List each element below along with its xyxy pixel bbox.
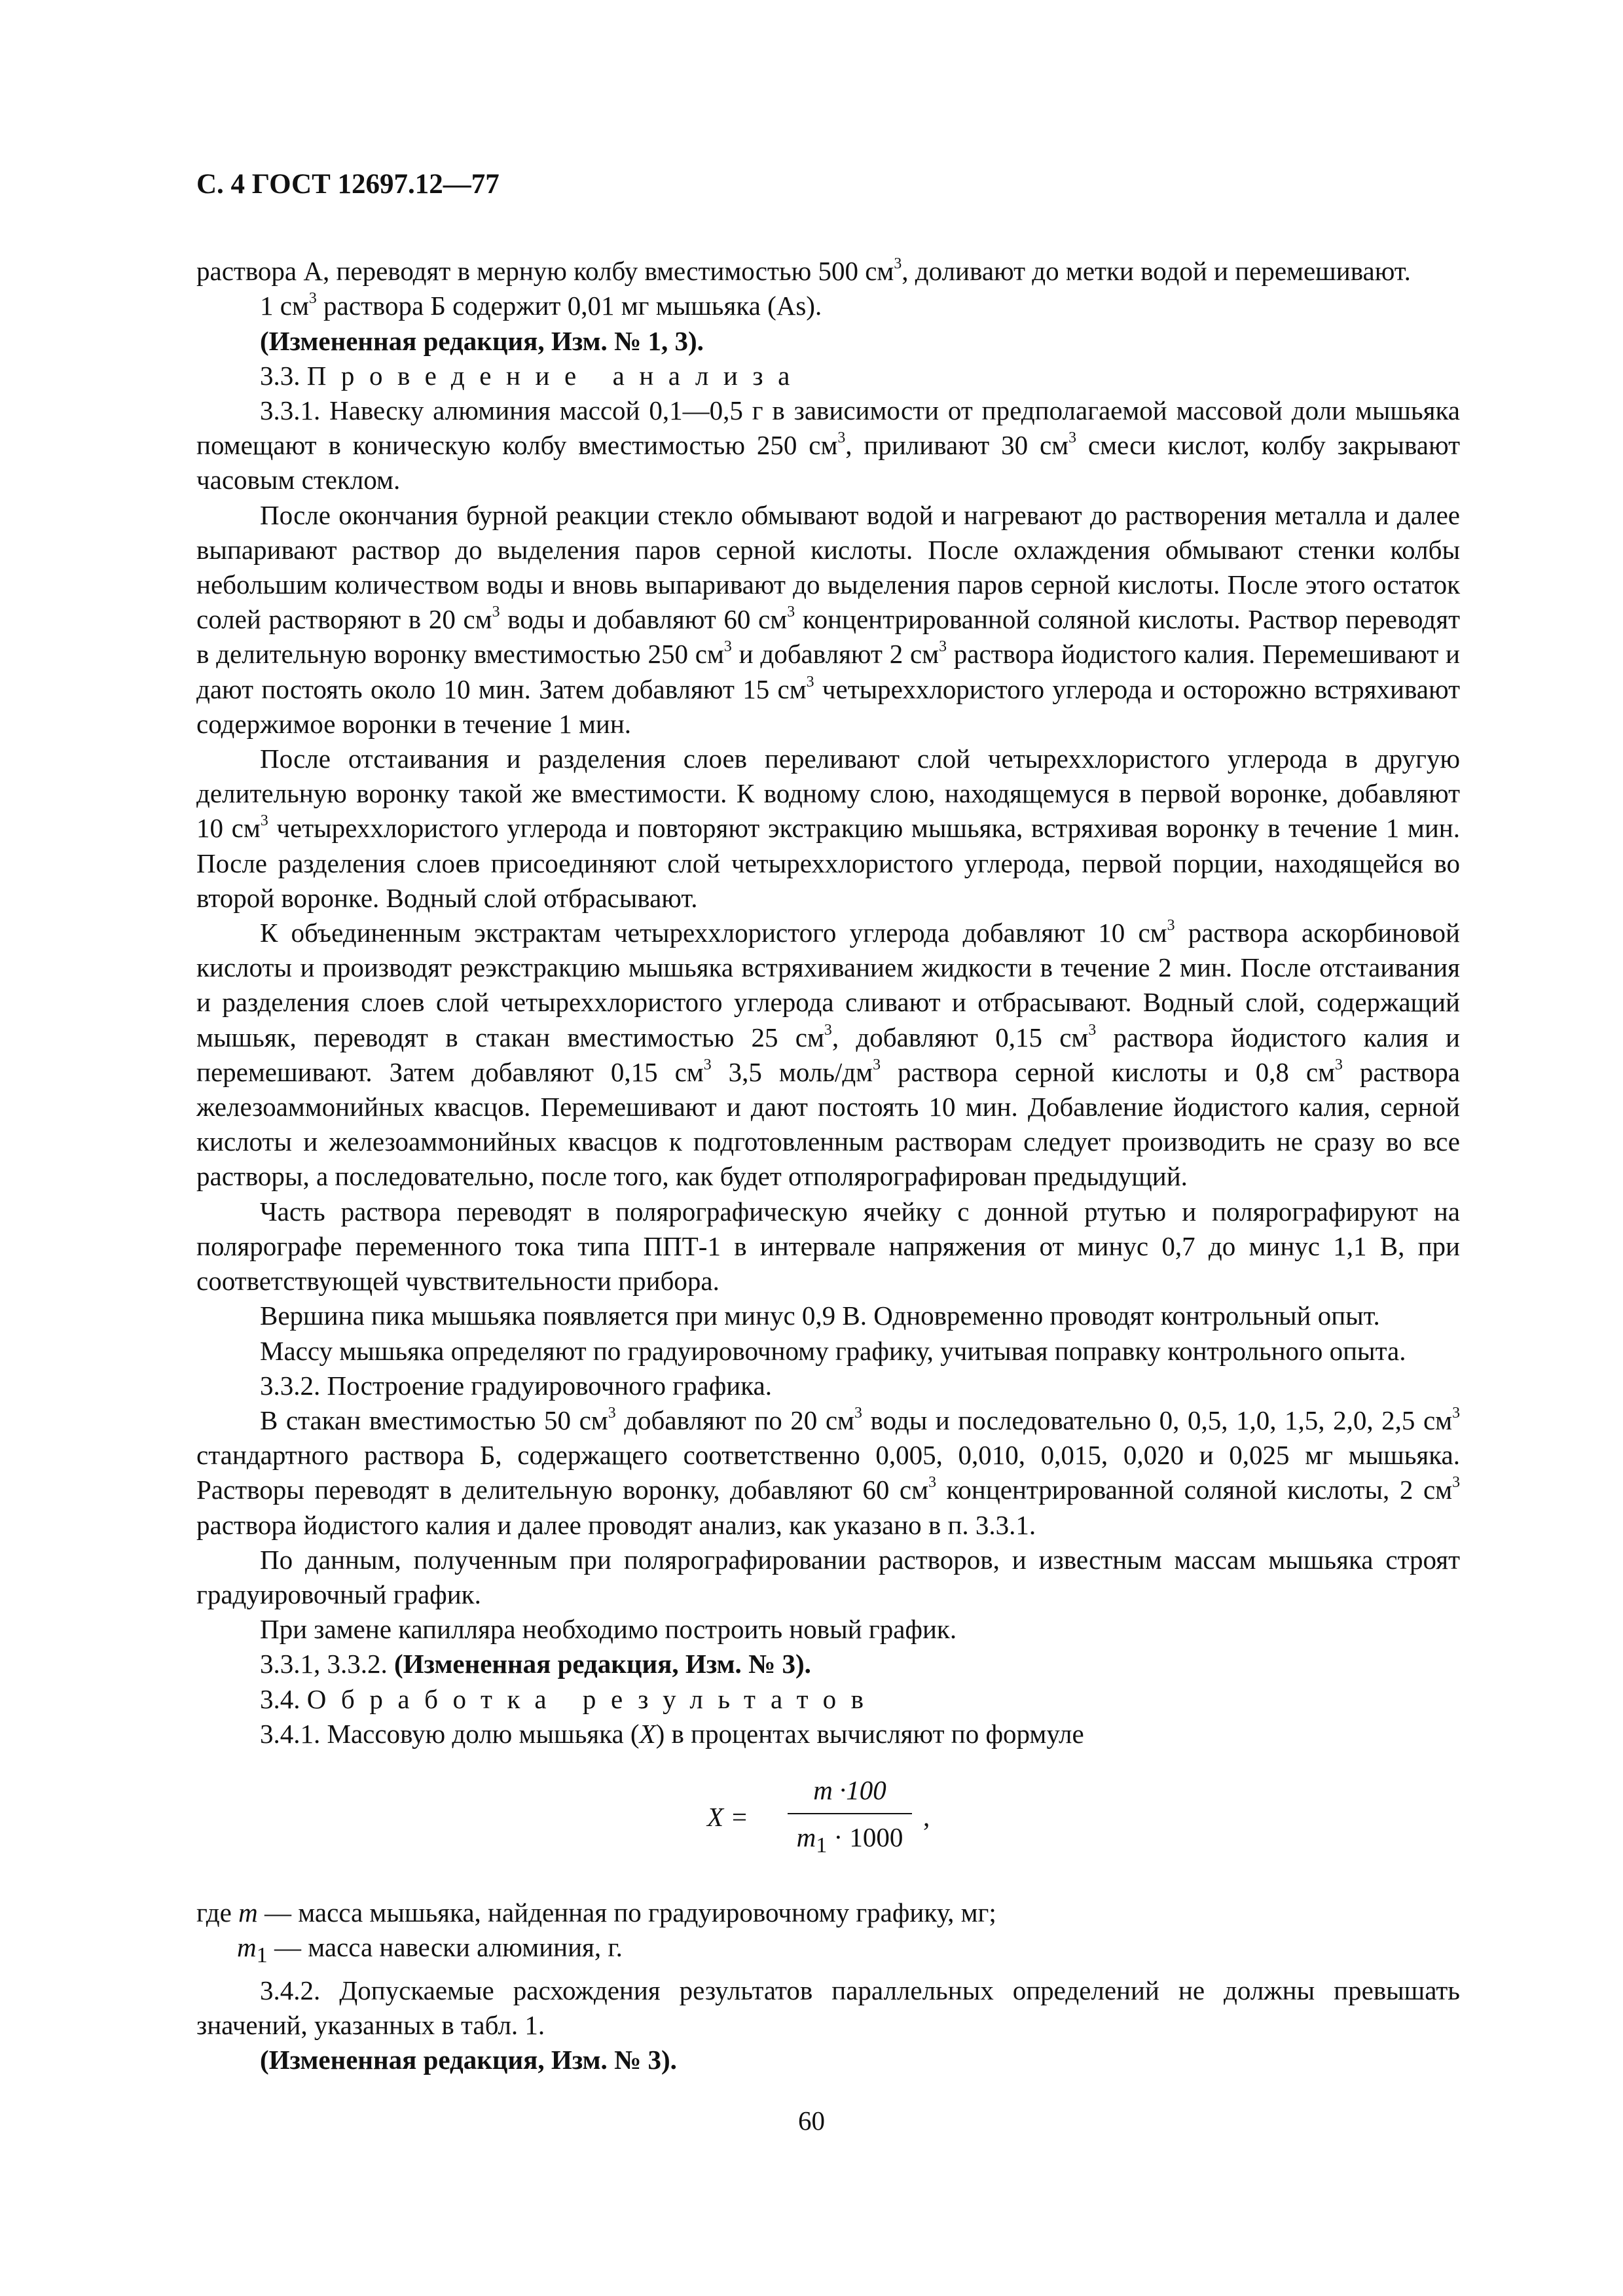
superscript: 3: [260, 812, 268, 830]
superscript: 3: [608, 1405, 616, 1422]
superscript: 3: [1167, 917, 1175, 935]
page-header: С. 4 ГОСТ 12697.12—77: [196, 169, 500, 200]
subsection-heading: 3.3.2. Построение градуировочного графика.: [260, 1370, 772, 1401]
text-span: 3.3.1. Навеску алюминия массой 0,1—0,5 г в зависимости от предполагаемой массовой доли мышьяка помещают в коническую колбу вместимостью 250 см: [196, 395, 1460, 461]
paragraph: Часть раствора переводят в полярографическую ячейку с донной ртутью и полярографируют на полярографе переменного тока типа ППТ-1 в интервале напряжения от минус 0,7 до минус 1,1 В, при соответствующей чувствительности прибора.: [196, 1196, 1460, 1297]
text-span: · 1000: [827, 1821, 903, 1852]
superscript: 3: [837, 429, 846, 447]
superscript: 3: [928, 1474, 936, 1492]
section-number: 3.3.: [260, 360, 301, 391]
section-heading: [196, 359, 1460, 393]
text-span: раствора Б содержит 0,01 мг мышьяка (As).: [316, 291, 822, 321]
formula-numerator: m ·100: [813, 1774, 886, 1805]
formula-fraction: [788, 1772, 912, 1858]
amendment-note: (Измененная редакция, Изм. № 3).: [260, 2044, 677, 2075]
paragraph: 3.4.2. Допускаемые расхождения результатов параллельных определений не должны превышать значений, указанных в табл. 1.: [196, 1975, 1460, 2040]
formula-trailing: ,: [923, 1801, 930, 1832]
text-span: 3.3.1, 3.3.2.: [260, 1649, 394, 1679]
amendment-note: (Измененная редакция, Изм. № 1, 3).: [260, 325, 704, 356]
variable: X: [639, 1718, 656, 1749]
superscript: 3: [1335, 1056, 1343, 1074]
text-span: 3.4.1. Массовую долю мышьяка (: [260, 1718, 640, 1749]
text-span: (Измененная редакция, Изм. № 3).: [394, 1649, 811, 1679]
formula-denominator: [788, 1820, 912, 1858]
fraction-bar: [788, 1813, 912, 1814]
text-span: концентрированной соляной кислоты. Раствор переводят в делительную воронку вместимостью 250 см: [196, 604, 1461, 670]
paragraph: [196, 289, 1460, 323]
text-span: смеси кислот, колбу закрывают часовым стеклом.: [196, 430, 1460, 495]
superscript: 3: [824, 1021, 832, 1039]
text-span: раствора йодистого калия и перемешивают. Затем добавляют 0,15 см: [196, 1022, 1460, 1087]
amendment-note: [196, 1647, 1460, 1681]
section-title: Обработка результатов: [306, 1683, 879, 1714]
variable: m: [796, 1821, 816, 1852]
text-span: — масса мышьяка, найденная по градуировочному графику, мг;: [257, 1897, 996, 1928]
page-number: 60: [798, 2106, 825, 2136]
paragraph: [196, 393, 1460, 498]
paragraph: [196, 254, 1460, 289]
text-span: стандартного раствора Б, содержащего соответственно 0,005, 0,010, 0,015, 0,020 и 0,025 мг мышьяка. Растворы переводят в делительную воронку, добавляют 60 см: [196, 1440, 1460, 1505]
text-span: После отстаивания и разделения слоев переливают слой четыреххлористого углерода в другую делительную воронку такой же вместимости. К водному слою, находящемуся в первой воронке, добавляют 10 см: [196, 744, 1460, 844]
superscript: 3: [873, 1056, 881, 1074]
text-span: 1 см: [260, 291, 309, 321]
text-span: раствора йодистого калия и далее проводят анализ, как указано в п. 3.3.1.: [196, 1509, 1036, 1540]
paragraph: Массу мышьяка определяют по градуировочному графику, учитывая поправку контрольного опыта.: [260, 1335, 1406, 1366]
superscript: 3: [787, 603, 795, 621]
superscript: 3: [806, 673, 814, 691]
paragraph: [196, 1717, 1460, 1751]
text-span: ) в процентах вычисляют по формуле: [655, 1718, 1084, 1749]
paragraph: При замене капилляра необходимо построить новый график.: [260, 1614, 957, 1645]
subscript: 1: [256, 1943, 268, 1968]
superscript: 3: [894, 255, 902, 273]
variable: m: [237, 1932, 257, 1963]
paragraph: [196, 498, 1460, 742]
section-title: Проведение анализа: [306, 360, 805, 391]
text-span: , доливают до метки водой и перемешивают.: [902, 256, 1411, 287]
superscript: 3: [703, 1056, 712, 1074]
text-span: 3,5 моль/дм: [711, 1056, 873, 1087]
section-number: 3.4.: [260, 1683, 301, 1714]
section-heading: [196, 1682, 1460, 1717]
text-span: раствора аскорбиновой кислоты и производят реэкстракцию мышьяка встряхиванием жидкости в течение 2 мин. После отстаивания и разделения слоев слой четыреххлористого углерода сливают и отбрасывают. Водный слой, содержащий мышьяк, переводят в стакан вместимостью 25 см: [196, 918, 1460, 1052]
text-span: раствора йодистого калия. Перемешивают и дают постоять около 10 мин. Затем добавляют 15 см: [196, 639, 1460, 704]
text-span: К объединенным экстрактам четыреххлористого углерода добавляют 10 см: [260, 918, 1167, 948]
text-span: где: [196, 1897, 239, 1928]
superscript: 3: [854, 1405, 862, 1422]
text-span: добавляют по 20 см: [615, 1405, 854, 1435]
paragraph: Вершина пика мышьяка появляется при минус 0,9 В. Одновременно проводят контрольный опыт.: [260, 1300, 1380, 1331]
paragraph: По данным, полученным при полярографировании растворов, и известным массам мышьяка строят градуировочный график.: [196, 1544, 1460, 1609]
superscript: 3: [308, 290, 317, 308]
text-span: После окончания бурной реакции стекло обмывают водой и нагревают до растворения металла и далее выпаривают раствор до выделения паров серной кислоты. После охлаждения обмывают стенки колбы небольшим количеством воды и вновь выпаривают до выделения паров серной кислоты. После этого остаток солей растворяют в 20 см: [196, 499, 1460, 635]
superscript: 3: [723, 638, 732, 656]
text-span: раствора А, переводят в мерную колбу вместимостью 500 см: [196, 256, 894, 287]
text-span: четыреххлористого углерода и осторожно встряхивают содержимое воронки в течение 1 мин.: [196, 673, 1461, 739]
superscript: 3: [939, 638, 947, 656]
text-span: воды и последовательно 0, 0,5, 1,0, 1,5, 2,0, 2,5 см: [862, 1405, 1453, 1435]
text-span: концентрированной соляной кислоты, 2 см: [936, 1475, 1453, 1505]
subscript: 1: [816, 1833, 828, 1858]
paragraph: [196, 916, 1460, 1194]
superscript: 3: [1068, 429, 1076, 447]
text-span: — масса навески алюминия, г.: [267, 1932, 623, 1963]
text-span: раствора серной кислоты и 0,8 см: [881, 1056, 1336, 1087]
superscript: 3: [1452, 1474, 1461, 1492]
superscript: 3: [1452, 1405, 1460, 1422]
page-content: [196, 167, 1460, 2077]
text-span: четыреххлористого углерода и повторяют экстракцию мышьяка, встряхивая воронку в течение 1 мин. После разделения слоев присоединяют слой четыреххлористого углерода, первой порции, находящейся во второй воронке. Водный слой отбрасывают.: [196, 813, 1460, 913]
text-span: раствора железоаммонийных квасцов. Перемешивают и дают постоять 10 мин. Добавление йодистого калия, серной кислоты и железоаммонийных квасцов к подготовленным растворам следует производить не сразу во все растворы, а последовательно, после того, как будет отполярографирован предыдущий.: [196, 1056, 1461, 1192]
text-span: и добавляют 2 см: [731, 639, 939, 670]
text-span: В стакан вместимостью 50 см: [260, 1405, 608, 1435]
text-span: воды и добавляют 60 см: [500, 604, 788, 635]
formula-legend: [196, 1895, 1460, 1930]
paragraph: [196, 742, 1460, 916]
formula-lhs: X =: [707, 1801, 748, 1832]
text-span: , добавляют 0,15 см: [831, 1022, 1089, 1052]
variable: m: [238, 1897, 258, 1928]
superscript: 3: [1088, 1021, 1097, 1039]
formula-legend: [196, 1930, 1460, 1973]
text-span: , приливают 30 см: [845, 430, 1069, 461]
formula-block: [196, 1751, 1460, 1895]
superscript: 3: [492, 603, 500, 621]
paragraph: [196, 1403, 1460, 1543]
